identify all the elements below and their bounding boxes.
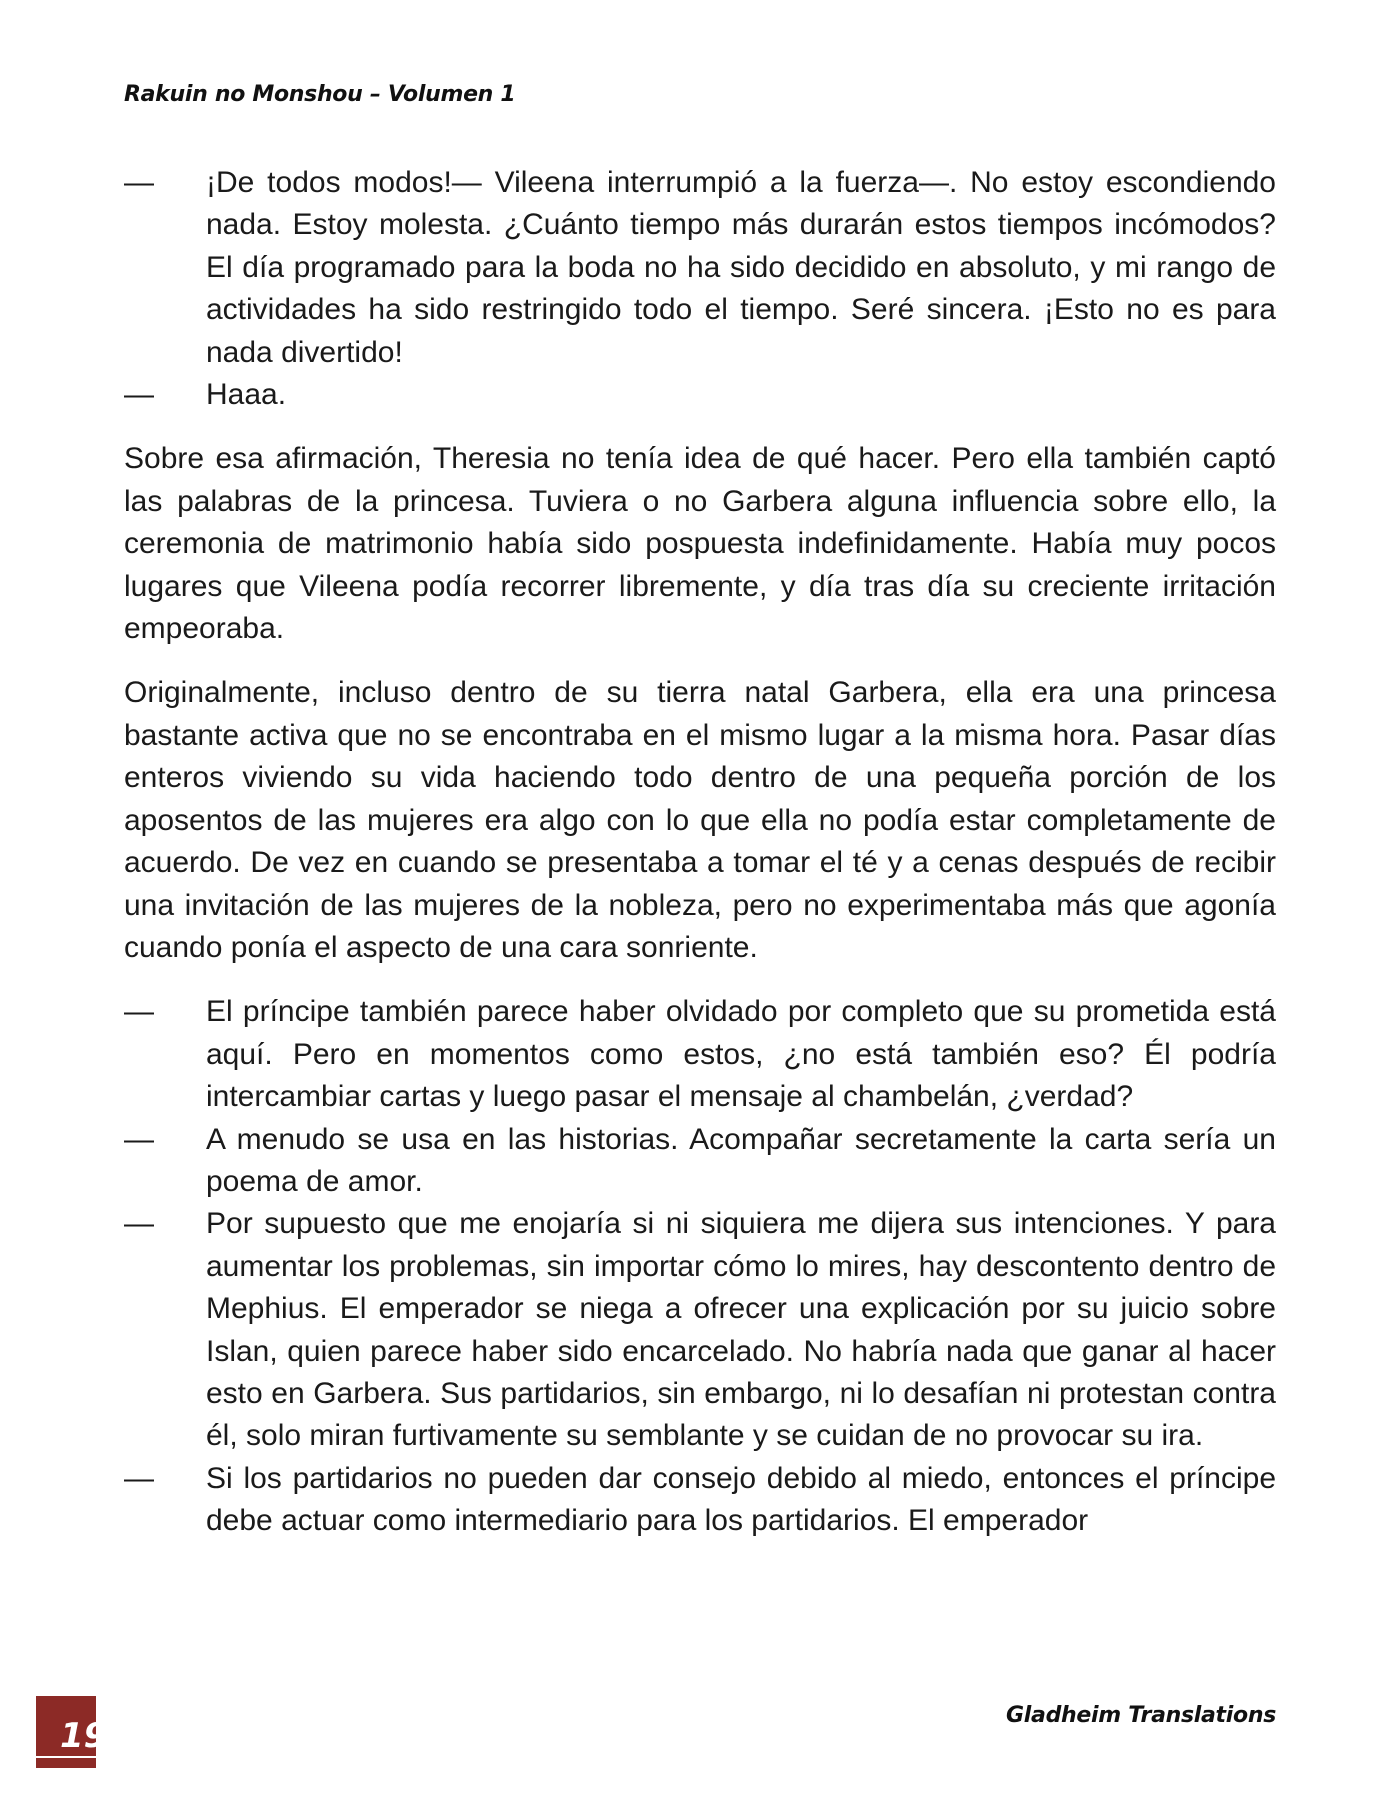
dialogue-dash: — — [124, 1122, 154, 1156]
dialogue-dash: — — [124, 166, 154, 199]
page-number: 19 — [60, 1716, 108, 1756]
dialogue-text: Si los partidarios no pueden dar consejo debido al miedo, entonces el príncipe debe actuar como intermediario para los partidarios. El emperador — [206, 1461, 1276, 1538]
dialogue-text: A menudo se usa en las historias. Acompañar secretamente la carta sería un poema de amor. — [206, 1122, 1276, 1198]
running-header-title: Rakuin no Monshou – Volumen 1 — [124, 82, 516, 107]
dialogue-text: El príncipe también parece haber olvidado por completo que su prometida está aquí. Pero en momentos como estos, ¿no está también eso? Él podría intercambiar cartas y luego pasar el mensaje al chambelán, ¿verdad? — [206, 995, 1276, 1114]
dialogue-line — [124, 991, 1276, 1118]
dialogue-line — [124, 162, 1276, 374]
dialogue-line — [124, 1119, 1276, 1204]
dialogue-dash: — — [124, 1207, 154, 1241]
dialogue-dash: — — [124, 378, 154, 412]
narrative-paragraph: Sobre esa afirmación, Theresia no tenía idea de qué hacer. Pero ella también captó las palabras de la princesa. Tuviera o no Garbera alguna influencia sobre ello, la ceremonia de matrimonio había sido pospuesta indefinidamente. Había muy pocos lugares que Vileena podía recorrer libremente, y día tras día su creciente irritación empeoraba. — [124, 442, 1276, 646]
dialogue-text: Por supuesto que me enojaría si ni siquiera me dijera sus intenciones. Y para aumentar los problemas, sin importar cómo lo mires, hay descontento dentro de Mephius. El emperador se niega a ofrecer una explicación por su juicio sobre Islan, quien parece haber sido encarcelado. No habría nada que ganar al hacer esto en Garbera. Sus partidarios, sin embargo, ni lo desafían ni protestan contra él, solo miran furtivamente su semblante y se cuidan de no provocar su ira. — [206, 1207, 1276, 1453]
dialogue-dash: — — [124, 1461, 154, 1495]
page-number-badge — [36, 1696, 108, 1768]
page-body — [124, 162, 1276, 1543]
page-number-underline — [36, 1756, 96, 1758]
dialogue-line — [124, 374, 1276, 416]
dialogue-dash: — — [124, 995, 154, 1029]
dialogue-text: Haaa. — [206, 378, 287, 412]
footer-credit: Gladheim Translations — [1006, 1703, 1276, 1728]
dialogue-text: ¡De todos modos!— Vileena interrumpió a la fuerza—. No estoy escondiendo nada. Estoy molesta. ¿Cuánto tiempo más durarán estos tiempos incómodos? El día programado para la boda no ha sido decidido en absoluto, y mi rango de actividades ha sido restringido todo el tiempo. Seré sincera. ¡Esto no es para nada divertido! — [206, 166, 1276, 369]
dialogue-line — [124, 1203, 1276, 1457]
narrative-paragraph: Originalmente, incluso dentro de su tierra natal Garbera, ella era una princesa bastante activa que no se encontraba en el mismo lugar a la misma hora. Pasar días enteros viviendo su vida haciendo todo dentro de una pequeña porción de los aposentos de las mujeres era algo con lo que ella no podía estar completamente de acuerdo. De vez en cuando se presentaba a tomar el té y a cenas después de recibir una invitación de las mujeres de la nobleza, pero no experimentaba más que agonía cuando ponía el aspecto de una cara sonriente. — [124, 676, 1276, 964]
dialogue-line — [124, 1458, 1276, 1543]
